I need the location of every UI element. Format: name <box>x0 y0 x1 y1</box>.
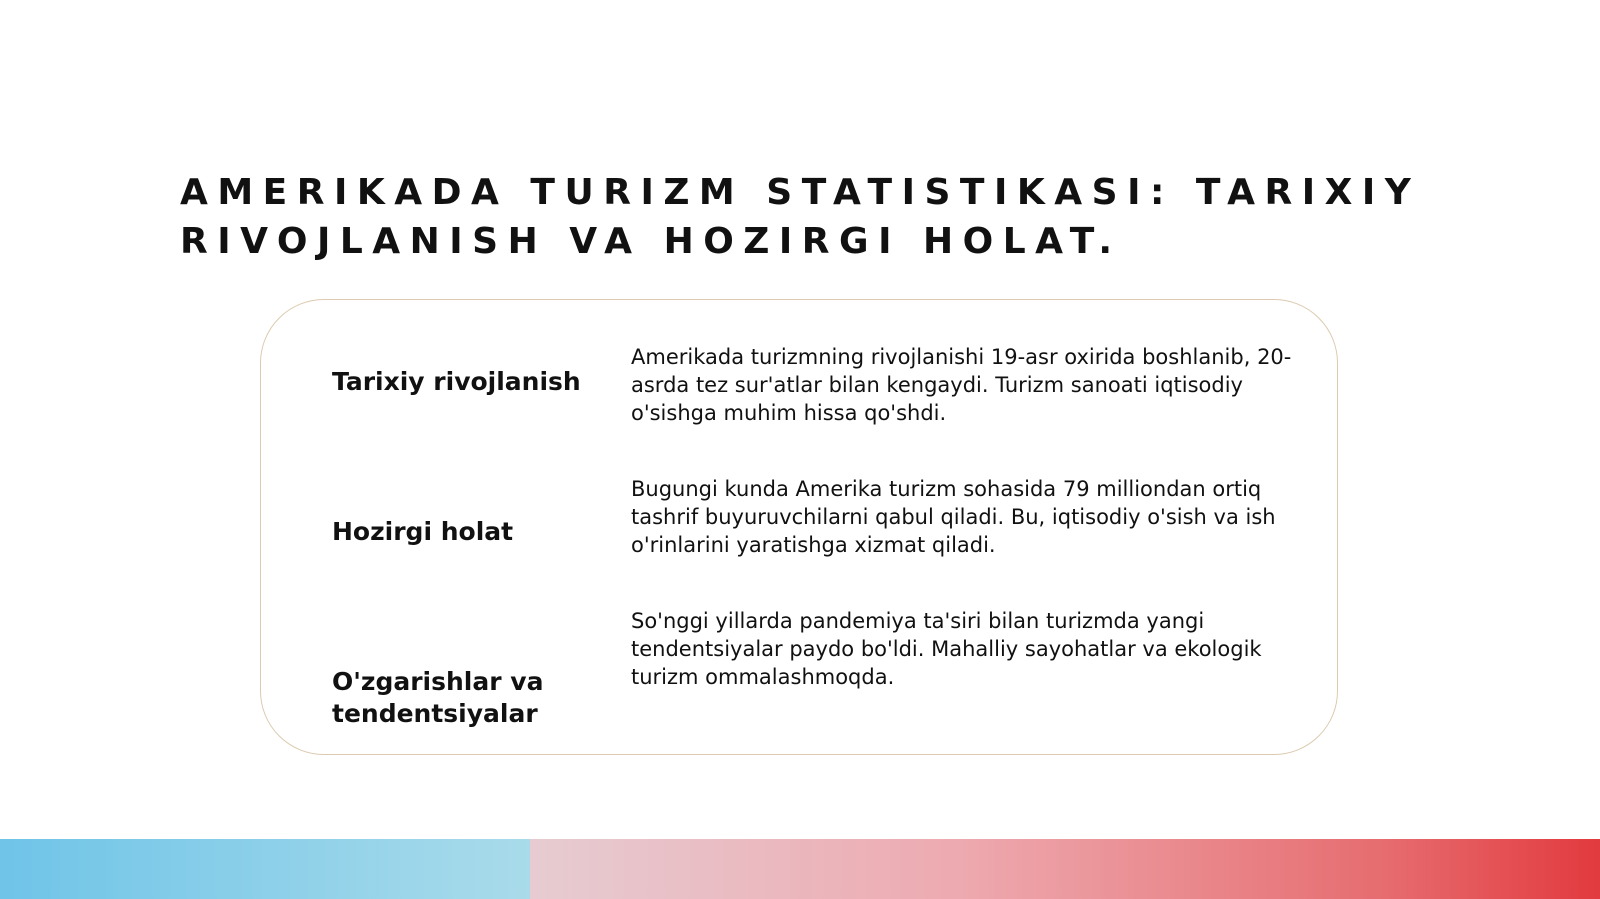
row-label-historical-development: Tarixiy rivojlanish <box>332 367 581 396</box>
slide-title-line-1: AMERIKADA TURIZM STATISTIKASI: TARIXIY <box>180 172 1421 213</box>
row-text-current-state: Bugungi kunda Amerika turizm sohasida 79 milliondan ortiq tashrif buyuruvchilarni qabul qiladi. Bu, iqtisodiy o'sish va ish o'rinlarini yaratishga xizmat qiladi. <box>631 477 1276 557</box>
row-text-historical-development: Amerikada turizmning rivojlanishi 19-asr oxirida boshlanib, 20-asrda tez sur'atlar bilan kengaydi. Turizm sanoati iqtisodiy o'sishga muhim hissa qo'shdi. <box>631 345 1292 425</box>
bottom-bar-red-segment <box>530 839 1600 899</box>
decorative-bottom-bar <box>0 839 1600 899</box>
slide-title-line-2: RIVOJLANISH VA HOZIRGI HOLAT. <box>180 221 1122 262</box>
bottom-bar-blue-segment <box>0 839 530 899</box>
row-text-changes-and-trends: So'nggi yillarda pandemiya ta'siri bilan turizmda yangi tendentsiyalar paydo bo'ldi. Mahalliy sayohatlar va ekologik turizm ommalashmoqda. <box>631 609 1262 689</box>
slide-title <box>180 168 1580 266</box>
row-label-current-state: Hozirgi holat <box>332 517 514 546</box>
row-label-changes-and-trends: O'zgarishlar va tendentsiyalar <box>332 667 544 728</box>
